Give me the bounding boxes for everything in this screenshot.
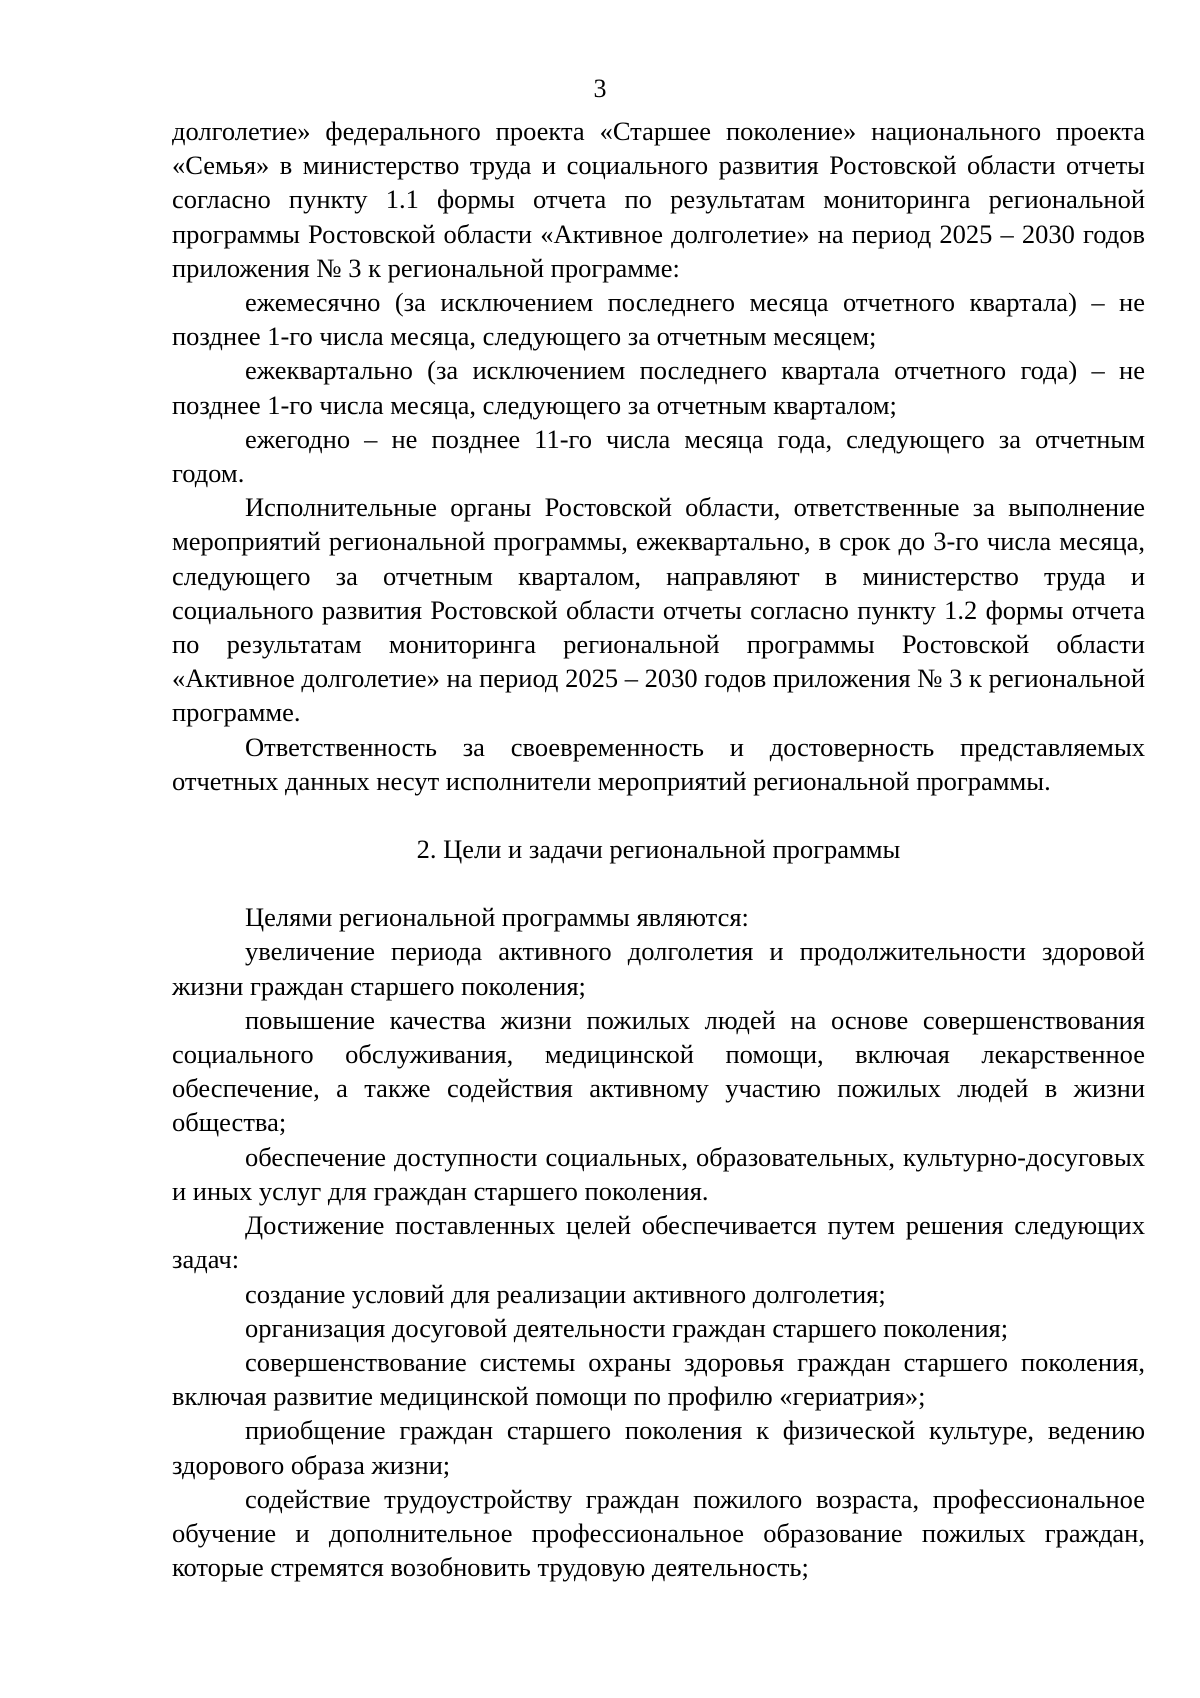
paragraph: Ответственность за своевременность и достоверность представляемых отчетных данных несут исполнители мероприятий региональной программы. — [172, 731, 1145, 796]
paragraph: повышение качества жизни пожилых людей на основе совершенствования социального обслуживания, медицинской помощи, включая лекарственное обеспечение, а также содействия активному участию пожилых людей в жизни общества; — [172, 1004, 1145, 1138]
paragraph: обеспечение доступности социальных, образовательных, культурно-досуговых и иных услуг для граждан старшего поколения. — [172, 1141, 1145, 1206]
paragraph: увеличение периода активного долголетия и продолжительности здоровой жизни граждан старшего поколения; — [172, 936, 1145, 1001]
paragraph: содействие трудоустройству граждан пожилого возраста, профессиональное обучение и дополнительное профессиональное образование пожилых граждан, которые стремятся возобновить трудовую деятельность; — [172, 1483, 1145, 1583]
paragraph: совершенствование системы охраны здоровья граждан старшего поколения, включая развитие медицинской помощи по профилю «гериатрия»; — [172, 1346, 1145, 1412]
paragraph: ежеквартально (за исключением последнего квартала отчетного года) – не позднее 1-го числа месяца, следующего за отчетным кварталом; — [172, 355, 1145, 420]
paragraph: ежегодно – не позднее 11-го числа месяца года, следующего за отчетным годом. — [172, 423, 1145, 489]
document-body — [172, 114, 1145, 1584]
paragraph: Исполнительные органы Ростовской области, ответственные за выполнение мероприятий региональной программы, ежеквартально, в срок до 3-го числа месяца, следующего за отчетным кварталом, направляют в министерство труда и социального развития Ростовской области отчеты согласно пункту 1.2 формы отчета по результатам мониторинга региональной программы Ростовской области «Активное долголетие» на период 2025 – 2030 годов приложения № 3 к региональной программе. — [172, 492, 1145, 728]
paragraph: Целями региональной программы являются: — [245, 902, 749, 933]
paragraph: ежемесячно (за исключением последнего месяца отчетного квартала) – не позднее 1-го числа месяца, следующего за отчетным месяцем; — [172, 287, 1145, 352]
paragraph: Достижение поставленных целей обеспечивается путем решения следующих задач: — [172, 1210, 1145, 1275]
paragraph: создание условий для реализации активного долголетия; — [245, 1278, 886, 1309]
paragraph: приобщение граждан старшего поколения к физической культуре, ведению здорового образа жизни; — [172, 1415, 1145, 1480]
paragraph: долголетие» федерального проекта «Старшее поколение» национального проекта «Семья» в министерство труда и социального развития Ростовской области отчеты согласно пункту 1.1 формы отчета по результатам мониторинга региональной программы Ростовской области «Активное долголетие» на период 2025 – 2030 годов приложения № 3 к региональной программе: — [172, 116, 1145, 283]
paragraph: организация досуговой деятельности граждан старшего поколения; — [245, 1312, 1009, 1343]
section-heading: 2. Цели и задачи региональной программы — [416, 834, 901, 865]
page-number: 3 — [593, 74, 607, 103]
